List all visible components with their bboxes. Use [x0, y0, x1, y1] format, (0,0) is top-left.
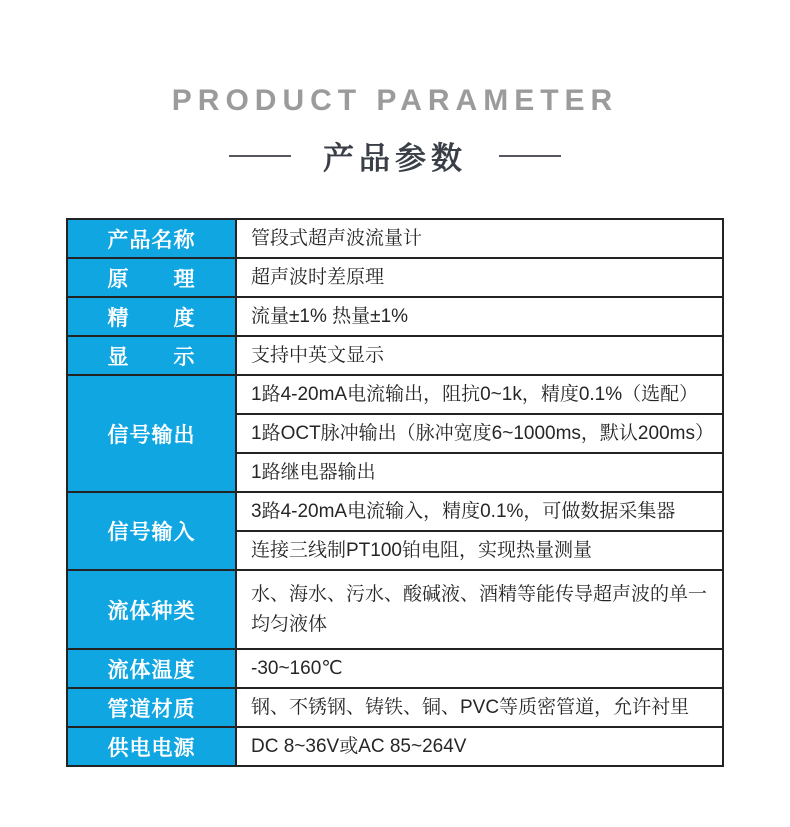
page-title-zh-row — [0, 133, 790, 178]
table-row — [67, 492, 723, 531]
spec-label-signal-output: 信号输出 — [67, 375, 236, 492]
title-right-dash — [499, 155, 561, 157]
spec-value: 支持中英文显示 — [236, 336, 723, 375]
spec-label-fluid-temperature: 流体温度 — [67, 649, 236, 688]
spec-value: 1路OCT脉冲输出（脉冲宽度6~1000ms，默认200ms） — [236, 414, 723, 453]
spec-value: 钢、不锈钢、铸铁、铜、PVC等质密管道，允许衬里 — [236, 688, 723, 727]
spec-label-principle: 原 理 — [67, 258, 236, 297]
spec-value: 连接三线制PT100铂电阻，实现热量测量 — [236, 531, 723, 570]
spec-label-power-supply: 供电电源 — [67, 727, 236, 766]
spec-label-fluid-type: 流体种类 — [67, 570, 236, 649]
table-row — [67, 258, 723, 297]
spec-value: 流量±1% 热量±1% — [236, 297, 723, 336]
table-row — [67, 219, 723, 258]
spec-value: 1路继电器输出 — [236, 453, 723, 492]
spec-label-product-name: 产品名称 — [67, 219, 236, 258]
table-row — [67, 336, 723, 375]
table-row — [67, 649, 723, 688]
table-row — [67, 727, 723, 766]
page-title-zh: 产品参数 — [323, 141, 467, 176]
spec-value: 管段式超声波流量计 — [236, 219, 723, 258]
table-row — [67, 688, 723, 727]
spec-table — [66, 218, 724, 767]
spec-value: 水、海水、污水、酸碱液、酒精等能传导超声波的单一均匀液体 — [236, 570, 723, 649]
spec-label-accuracy: 精 度 — [67, 297, 236, 336]
page-title-en: PRODUCT PARAMETER — [171, 84, 619, 117]
spec-label-display: 显 示 — [67, 336, 236, 375]
spec-value: 3路4-20mA电流输入，精度0.1%，可做数据采集器 — [236, 492, 723, 531]
spec-label-pipe-material: 管道材质 — [67, 688, 236, 727]
title-left-dash — [229, 155, 291, 157]
spec-value: -30~160℃ — [236, 649, 723, 688]
spec-label-signal-input: 信号输入 — [67, 492, 236, 570]
spec-value: 超声波时差原理 — [236, 258, 723, 297]
table-row — [67, 570, 723, 649]
table-row — [67, 297, 723, 336]
table-row — [67, 375, 723, 414]
spec-value: 1路4-20mA电流输出，阻抗0~1k，精度0.1%（选配） — [236, 375, 723, 414]
spec-value: DC 8~36V或AC 85~264V — [236, 727, 723, 766]
